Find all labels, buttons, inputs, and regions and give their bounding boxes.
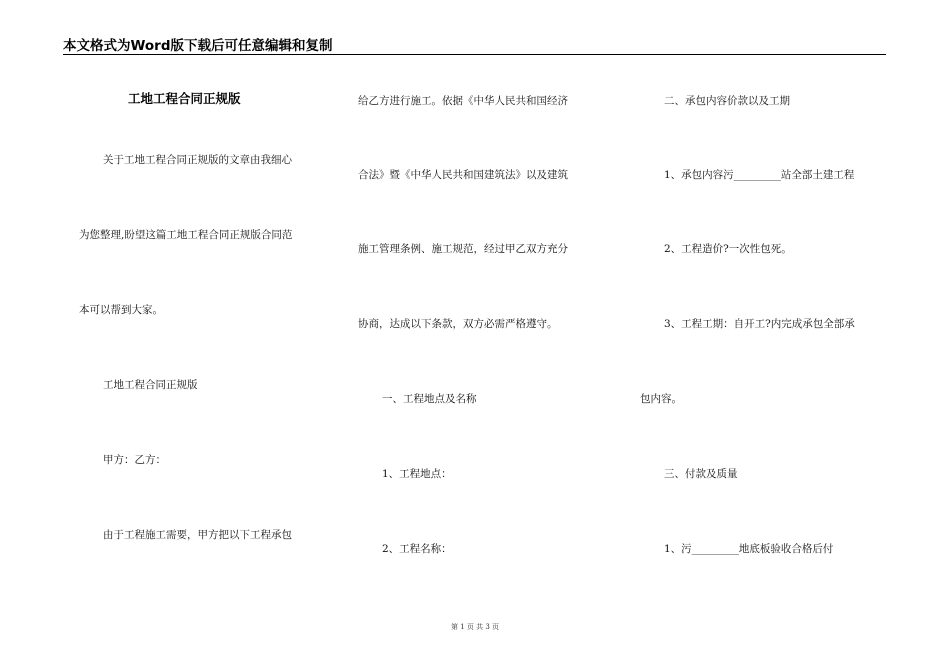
section-heading: 二、承包内容价款以及工期 <box>664 95 790 107</box>
section-heading: 一、工程地点及名称 <box>382 393 477 405</box>
paragraph-line: 协商，达成以下条款，双方必需严格遵守。 <box>358 318 558 330</box>
paragraph-line: 合法》暨《中华人民共和国建筑法》以及建筑 <box>358 169 568 181</box>
page-number: 第 1 页 共 3 页 <box>450 623 500 631</box>
paragraph-line: 1、工程地点： <box>382 468 452 480</box>
paragraph-line: 施工管理条例、施工规范，经过甲乙双方充分 <box>358 243 568 255</box>
text-column-3 <box>630 0 890 672</box>
document-title: 工地工程合同正规版 <box>128 91 241 106</box>
paragraph-line: 甲方：乙方： <box>103 454 166 466</box>
section-heading: 三、付款及质量 <box>664 468 738 480</box>
document-header: 本文格式为Word版下载后可任意编辑和复制 <box>63 38 333 54</box>
paragraph-line: 工地工程合同正规版 <box>103 379 198 391</box>
paragraph-line: 3、工程工期：自开工?内完成承包全部承 <box>664 318 855 330</box>
text-column-1 <box>0 0 330 672</box>
paragraph-line: 1、污_________地底板验收合格后付 <box>664 543 834 555</box>
paragraph-line: 关于工地工程合同正规版的文章由我细心 <box>103 154 292 166</box>
text-column-2 <box>330 0 630 672</box>
paragraph-line: 包内容。 <box>640 393 682 405</box>
paragraph-line: 由于工程施工需要，甲方把以下工程承包 <box>103 529 292 541</box>
paragraph-line: 本可以帮到大家。 <box>79 304 163 316</box>
paragraph-line: 1、承包内容污_________站全部土建工程 <box>664 169 855 181</box>
paragraph-line: 2、工程名称： <box>382 543 452 555</box>
paragraph-line: 为您整理,盼望这篇工地工程合同正规版合同范 <box>79 229 293 241</box>
paragraph-line: 2、工程造价?一次性包死。 <box>664 243 792 255</box>
paragraph-line: 给乙方进行施工。依据《中华人民共和国经济 <box>358 95 568 107</box>
